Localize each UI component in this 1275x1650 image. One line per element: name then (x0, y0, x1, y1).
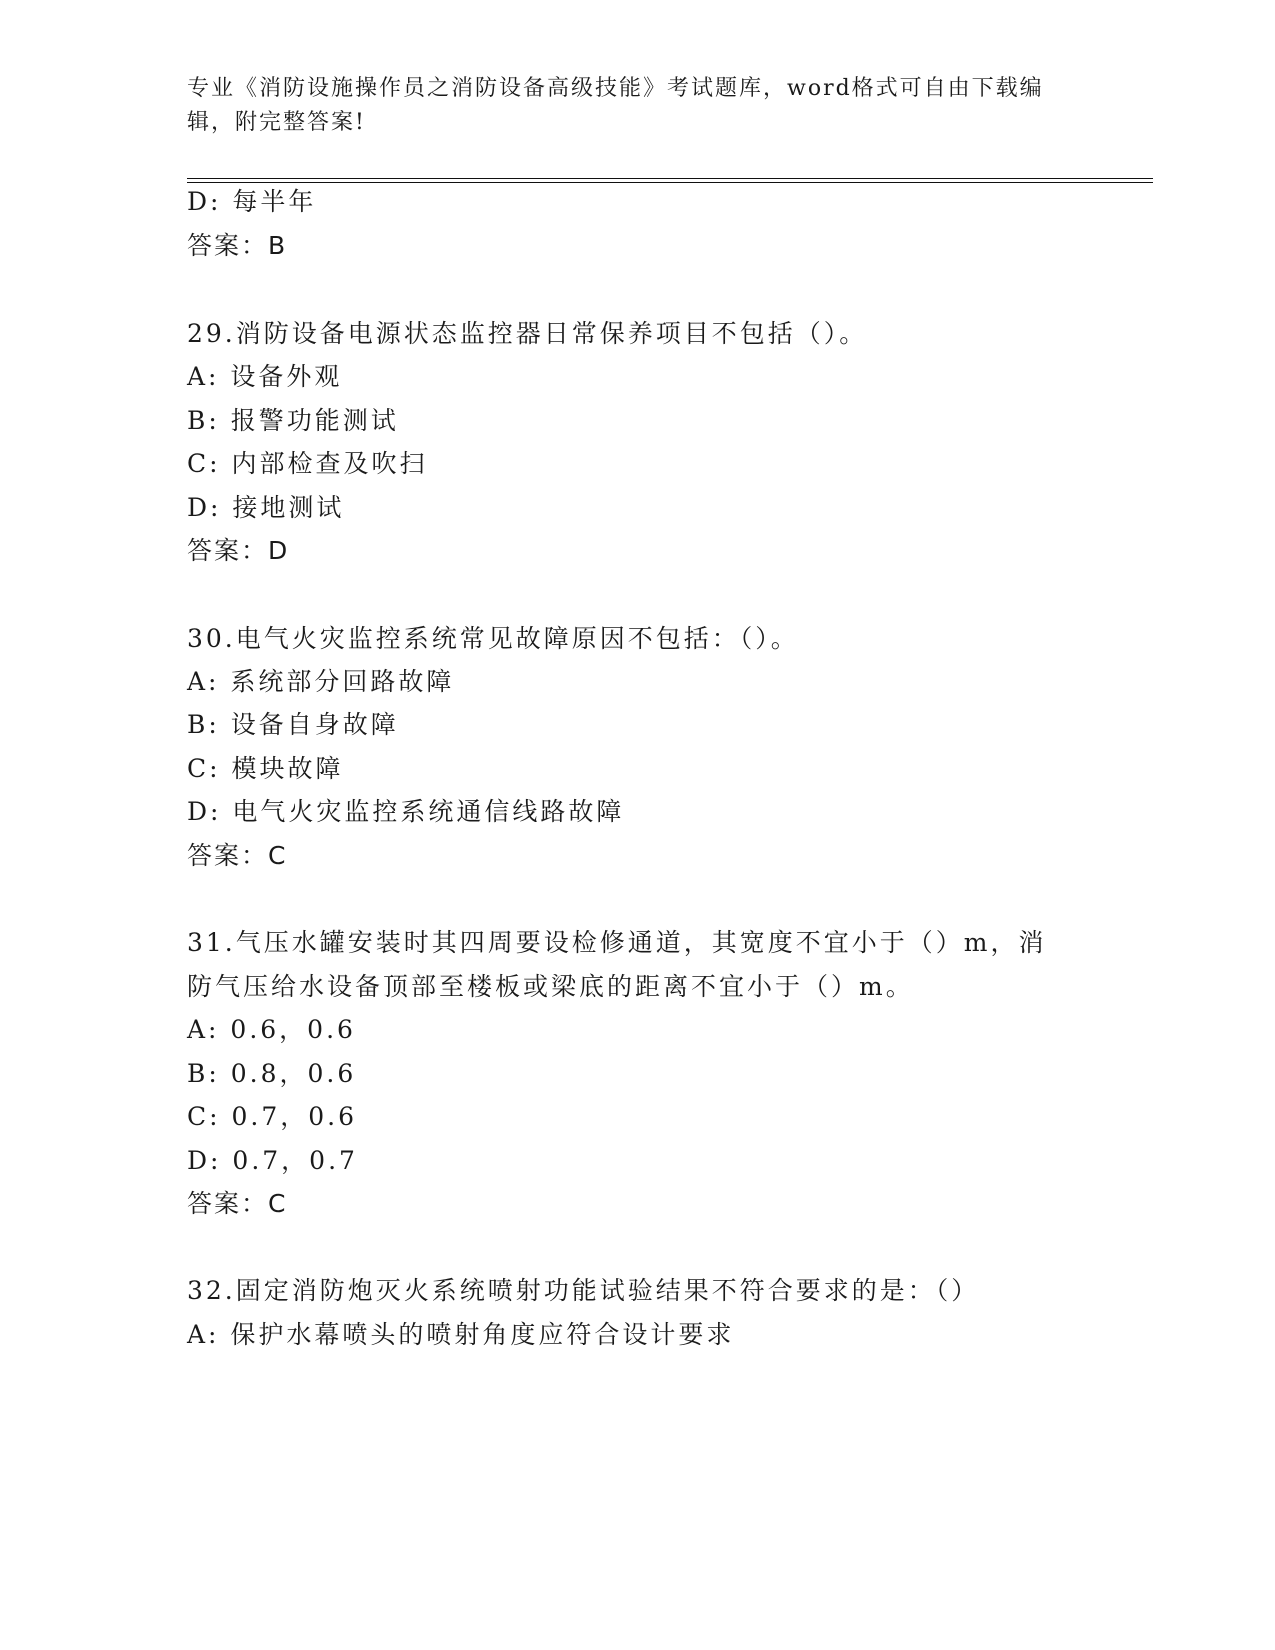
question-29-stem: 29.消防设备电源状态监控器日常保养项目不包括（）。 (187, 319, 868, 348)
question-30-stem: 30.电气火灾监控系统常见故障原因不包括：（）。 (187, 624, 799, 653)
question-29-option-d: D: 接地测试 (187, 493, 345, 522)
question-30-option-c: C: 模块故障 (187, 754, 344, 783)
question-30-answer: 答案：C (187, 841, 288, 870)
question-29-option-a: A: 设备外观 (187, 362, 343, 391)
question-30-option-a: A: 系统部分回路故障 (187, 667, 455, 696)
question-31-stem-line-1: 31.气压水罐安装时其四周要设检修通道，其宽度不宜小于（）m，消 (187, 928, 1047, 957)
header-line-2: 辑，附完整答案! (187, 110, 366, 135)
question-29-option-c: C: 内部检查及吹扫 (187, 449, 428, 478)
question-30-option-d: D: 电气火灾监控系统通信线路故障 (187, 797, 625, 826)
question-31-option-c: C: 0.7，0.6 (187, 1102, 358, 1131)
question-31-answer: 答案：C (187, 1189, 288, 1218)
question-31-stem-line-2: 防气压给水设备顶部至楼板或梁底的距离不宜小于（）m。 (187, 972, 914, 1001)
question-32-option-a: A: 保护水幕喷头的喷射角度应符合设计要求 (187, 1320, 735, 1349)
header-line-1: 专业《消防设施操作员之消防设备高级技能》考试题库，word格式可自由下载编 (187, 76, 1044, 101)
question-29-answer: 答案：D (187, 536, 290, 565)
question-29-option-b: B: 报警功能测试 (187, 406, 399, 435)
question-31-option-b: B: 0.8，0.6 (187, 1059, 357, 1088)
question-31-option-d: D: 0.7，0.7 (187, 1146, 358, 1175)
question-31-option-a: A: 0.6，0.6 (187, 1015, 356, 1044)
header-divider-top (187, 178, 1153, 179)
document-header (187, 72, 1067, 140)
prev-option-d: D: 每半年 (187, 187, 317, 216)
header-divider-bottom (187, 182, 1153, 183)
question-32-stem: 32.固定消防炮灭火系统喷射功能试验结果不符合要求的是：（） (187, 1276, 980, 1305)
question-30-option-b: B: 设备自身故障 (187, 710, 399, 739)
prev-answer: 答案：B (187, 231, 288, 260)
